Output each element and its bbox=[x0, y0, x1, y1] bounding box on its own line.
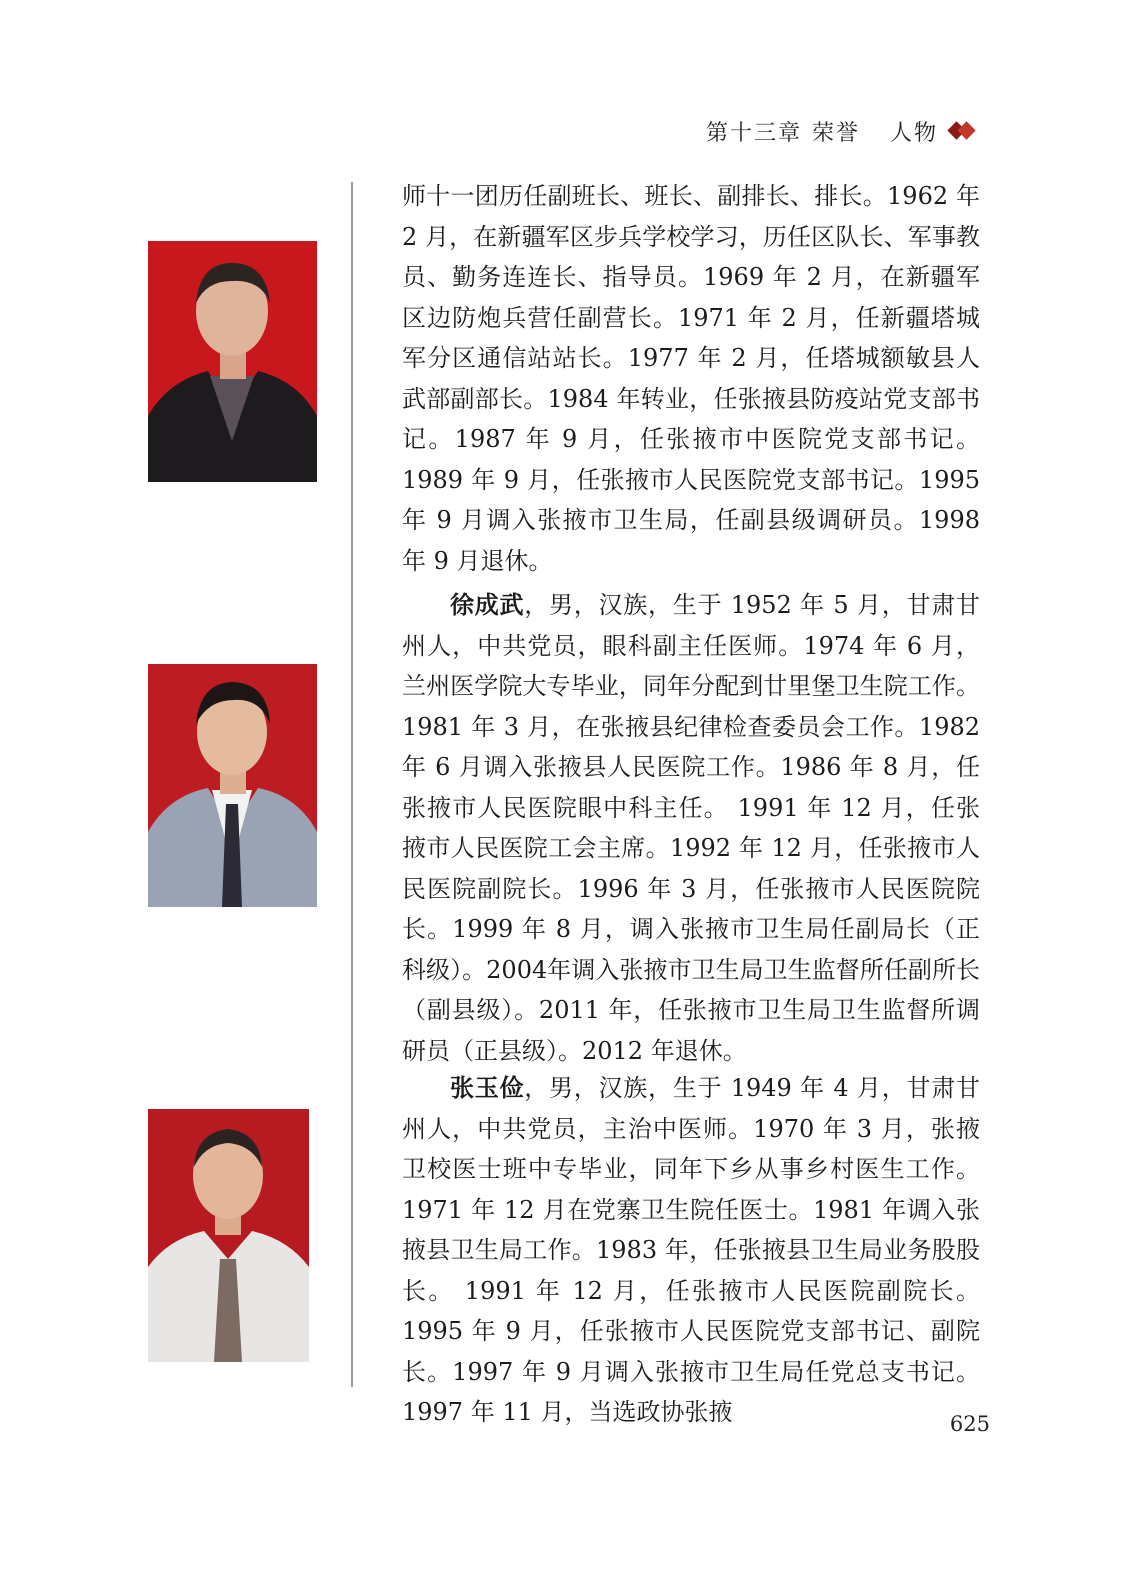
subsection-title: 人物 bbox=[889, 120, 938, 146]
biography-entry-1 bbox=[402, 585, 980, 1071]
biography-entry-2 bbox=[402, 1068, 980, 1433]
chapter-title: 第十三章 bbox=[705, 120, 802, 146]
section-title: 荣誉 bbox=[811, 120, 860, 146]
diamond-ornament-icon bbox=[948, 121, 976, 141]
person-name: 张玉俭 bbox=[450, 1073, 525, 1102]
running-header bbox=[706, 116, 976, 146]
biography-text: ，男，汉族，生于 1952 年 5 月，甘肃甘州人，中共党员，眼科副主任医师。1974 年 6 月，兰州医学院大专毕业，同年分配到廿里堡卫生院工作。1981 年 3 月，在张掖县纪律检查委员会工作。1982 年 6 月调入张掖县人民医院工作。1986 年 8 月，任张掖市人民医院眼中科主任。 1991 年 12 月，任张掖市人民医院工会主席。1992 年 12 月，任张掖市人民医院副院长。1996 年 3 月，任张掖市人民医院院长。1999 年 8 月，调入张掖市卫生局任副局长（正科级）。2004年调入张掖市卫生局卫生监督所任副所长（副县级）。2011 年，任张掖市卫生局卫生监督所调研员（正县级）。2012 年退休。 bbox=[402, 591, 980, 1065]
biography-text: 师十一团历任副班长、班长、副排长、排长。1962 年 2 月，在新疆军区步兵学校学习，历任区队长、军事教员、勤务连连长、指导员。1969 年 2 月，在新疆军区边防炮兵营任副营长。1971 年 2 月，任新疆塔城军分区通信站站长。1977 年 2 月，任塔城额敏县人武部副部长。1984 年转业，任张掖县防疫站党支部书记。1987 年 9 月，任张掖市中医院党支部书记。1989 年 9 月，任张掖市人民医院党支部书记。1995 年 9 月调入张掖市卫生局，任副县级调研员。1998 年 9 月退休。 bbox=[402, 182, 980, 575]
person-name: 徐成武 bbox=[450, 590, 525, 619]
portrait-photo-1 bbox=[148, 241, 317, 482]
page-number: 625 bbox=[949, 1412, 990, 1436]
biography-text: ，男，汉族，生于 1949 年 4 月，甘肃甘州人，中共党员，主治中医师。1970 年 3 月，张掖卫校医士班中专毕业，同年下乡从事乡村医生工作。1971 年 12 月在党寨卫生院任医士。1981 年调入张掖县卫生局工作。1983 年，任张掖县卫生局业务股股长。 1991 年 12 月，任张掖市人民医院副院长。1995 年 9 月，任张掖市人民医院党支部书记、副院长。1997 年 9 月调入张掖市卫生局任党总支书记。1997 年 11 月，当选政协张掖 bbox=[402, 1074, 980, 1426]
vertical-divider bbox=[351, 182, 353, 1387]
portrait-photo-2 bbox=[148, 664, 317, 907]
biography-continued bbox=[402, 176, 980, 581]
portrait-photo-3 bbox=[148, 1109, 309, 1362]
